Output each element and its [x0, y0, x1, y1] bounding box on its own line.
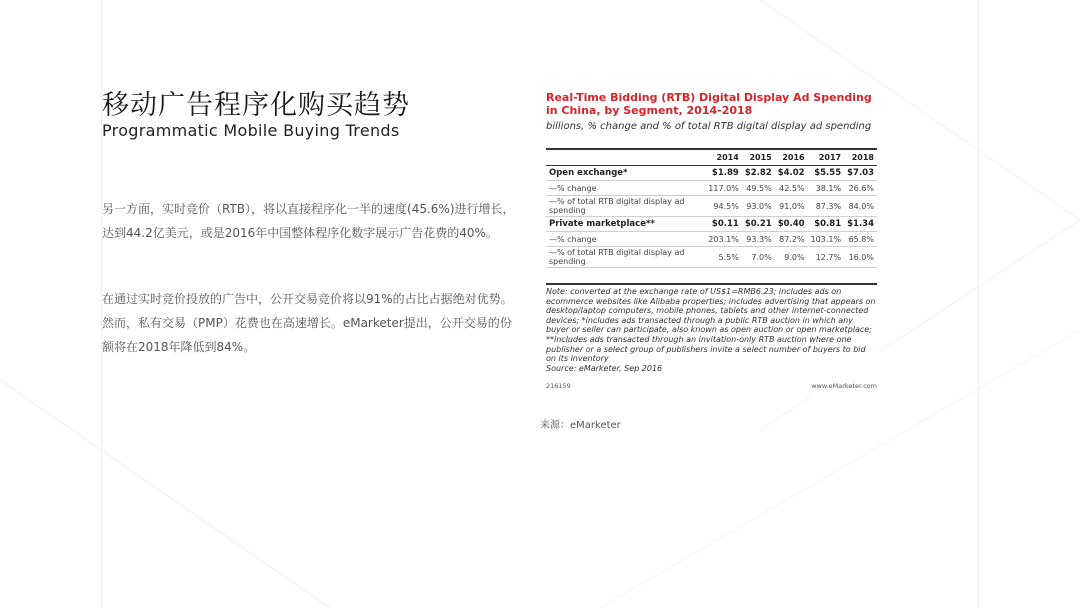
row-label: —% change [546, 232, 705, 247]
row-label: —% change [546, 181, 705, 196]
table-cell: $2.82 [742, 166, 775, 181]
chart-id: 216159 [546, 382, 571, 390]
table-cell: 87.3% [808, 196, 845, 217]
table-row [546, 166, 877, 181]
table-body [546, 166, 877, 268]
note-text: Note: converted at the exchange rate of US$1=RMB6.23; includes ads on ecommerce websites like Alibaba properties; includes advertising that appears on desktop/laptop computers, mobile phones, tablets and other internet-connected devices; *includes ads transacted through a public RTB auction in which any buyer or seller can participate, also known as open auction or open marketplace; **includes ads transacted through an invitation-only RTB auction where one publisher or a select group of publishers invite a select number of buyers to bid on its inventory [546, 287, 876, 364]
table-cell: $1.89 [705, 166, 742, 181]
table-cell: $7.03 [844, 166, 877, 181]
header-label-cell [546, 149, 705, 166]
table-cell: $4.02 [775, 166, 808, 181]
column-header: 2015 [742, 149, 775, 166]
table-cell: 117.0% [705, 181, 742, 196]
table-cell: 91.0% [775, 196, 808, 217]
table-cell: 16.0% [844, 247, 877, 268]
body-paragraph-1: 另一方面，实时竞价（RTB），将以直接程序化一半的速度(45.6%)进行增长，达到44.2亿美元，或是2016年中国整体程序化数字展示广告花费的40%。 [102, 202, 515, 240]
table-cell: 42.5% [775, 181, 808, 196]
body-paragraph-2: 在通过实时竞价投放的广告中，公开交易竞价将以91%的占比占据绝对优势。然而，私有交易（PMP）花费也在高速增长。eMarketer提出，公开交易的份额将在2018年降低到84%。 [102, 292, 513, 354]
table-row [546, 181, 877, 196]
table-cell: 103.1% [808, 232, 845, 247]
row-label: Private marketplace** [546, 217, 705, 232]
rtb-data-table [546, 148, 877, 268]
table-cell: 84.0% [844, 196, 877, 217]
column-header: 2017 [808, 149, 845, 166]
row-label: Open exchange* [546, 166, 705, 181]
row-label: —% of total RTB digital display ad spending [546, 247, 705, 268]
table-cell: 12.7% [808, 247, 845, 268]
table-cell: 87.2% [775, 232, 808, 247]
table-cell: 5.5% [705, 247, 742, 268]
column-header: 2016 [775, 149, 808, 166]
table-cell: 94.5% [705, 196, 742, 217]
table-cell: 7.0% [742, 247, 775, 268]
table-cell: $1.34 [844, 217, 877, 232]
table-cell: 93.3% [742, 232, 775, 247]
rtb-chart-card [540, 84, 879, 397]
table-header-row [546, 149, 877, 166]
table-cell: $0.81 [808, 217, 845, 232]
page-subtitle: Programmatic Mobile Buying Trends [102, 121, 400, 140]
table-row [546, 217, 877, 232]
table-cell: $0.11 [705, 217, 742, 232]
table-row [546, 232, 877, 247]
table-cell: 65.8% [844, 232, 877, 247]
column-header: 2014 [705, 149, 742, 166]
table-cell: 49.5% [742, 181, 775, 196]
table-cell: $5.55 [808, 166, 845, 181]
table-cell: $0.40 [775, 217, 808, 232]
chart-title: Real-Time Bidding (RTB) Digital Display Ad Spending in China, by Segment, 2014-2018 [546, 91, 872, 117]
page-title: 移动广告程序化购买趋势 [102, 90, 410, 121]
table-cell: $0.21 [742, 217, 775, 232]
table-cell: 9.0% [775, 247, 808, 268]
table-row [546, 247, 877, 268]
chart-note [546, 283, 877, 373]
table-cell: 26.6% [844, 181, 877, 196]
table-cell: 38.1% [808, 181, 845, 196]
table-cell: 203.1% [705, 232, 742, 247]
table-row [546, 196, 877, 217]
row-label: —% of total RTB digital display ad spending [546, 196, 705, 217]
note-source: Source: eMarketer, Sep 2016 [546, 363, 663, 373]
table-cell: 93.0% [742, 196, 775, 217]
column-header: 2018 [844, 149, 877, 166]
brand-url: www.eMarketer.com [811, 382, 877, 390]
source-caption: 来源：eMarketer [540, 420, 621, 431]
chart-subtitle: billions, % change and % of total RTB digital display ad spending [546, 121, 872, 132]
